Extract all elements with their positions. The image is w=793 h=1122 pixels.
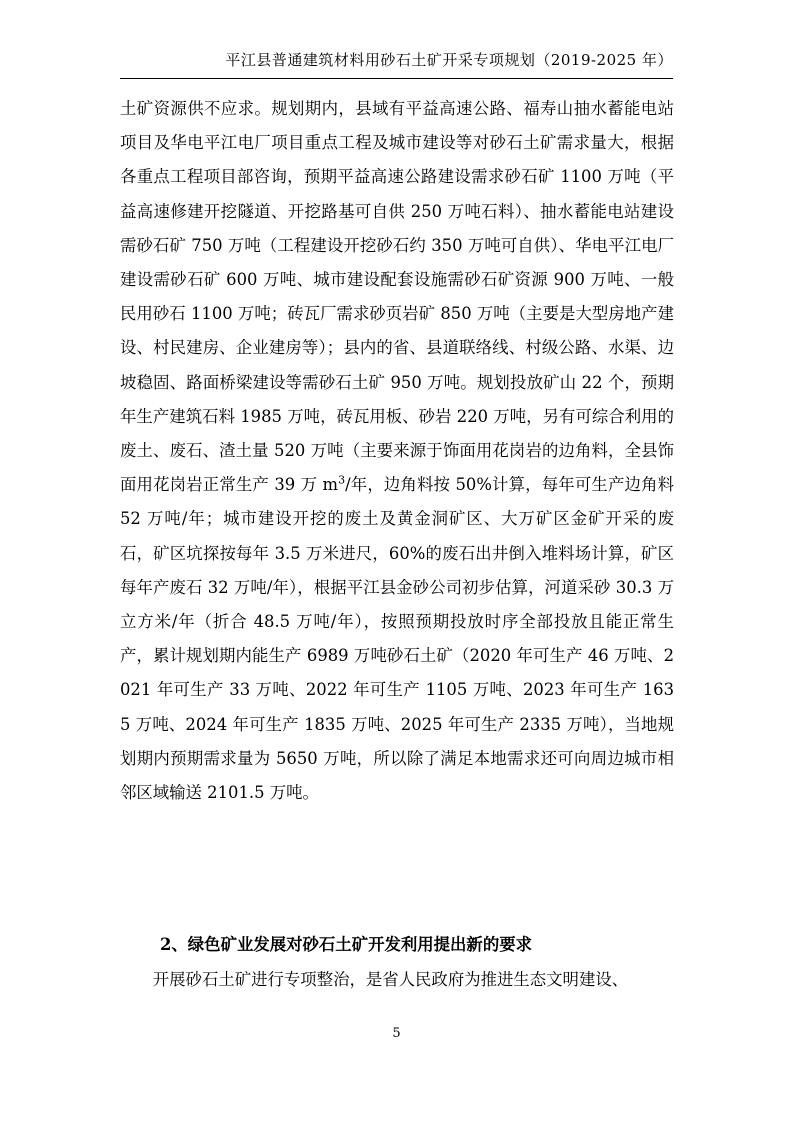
body-paragraph: [120, 92, 674, 810]
paragraph-text-part-1: 土矿资源供不应求。规划期内，县域有平益高速公路、福寿山抽水蓄能电站项目及华电平江电厂项目重点工程及城市建设等对砂石土矿需求量大，根据各重点工程项目部咨询，预期平益高速公路建设需求砂石矿 1100 万吨（平益高速修建开挖隧道、开挖路基可自供 250 万吨石料）、抽水蓄能电站建设需砂石矿 750 万吨（工程建设开挖砂石约 350 万吨可自供）、华电平江电厂建设需砂石矿 600 万吨、城市建设配套设施需砂石矿资源 900 万吨、一般民用砂石 1100 万吨；砖瓦厂需求砂页岩矿 850 万吨（主要是大型房地产建设、村民建房、企业建房等）；县内的省、县道联络线、村级公路、水渠、边坡稳固、路面桥梁建设等需砂石土矿 950 万吨。规划投放矿山 22 个，预期年生产建筑石料 1985 万吨，砖瓦用板、砂岩 220 万吨，另有可综合利用的废土、废石、渣土量 520 万吨（主要来源于饰面用花岗岩的边角料，全县饰面用花岗岩正常生产 39 万 m: [120, 99, 674, 495]
page-header: [120, 50, 673, 70]
body-paragraph-continued: 开展砂石土矿进行专项整治，是省人民政府为推进生态文明建设、: [152, 970, 629, 989]
page-number: 5: [392, 1026, 401, 1041]
header-title: 平江县普通建筑材料用砂石土矿开采专项规划（2019-2025 年）: [225, 51, 673, 69]
section-heading: 2、绿色矿业发展对砂石土矿开发利用提出新的要求: [160, 935, 532, 954]
paragraph-text-part-2: /年，边角料按 50%计算，每年可生产边角料 52 万吨/年；城市建设开挖的废土及黄金洞矿区、大万矿区金矿开采的废石，矿区坑探按每年 3.5 万米进尺，60%的废石出井倒入堆料场计算，矿区每年产废石 32 万吨/年），根据平江县金砂公司初步估算，河道采砂 30.3 万立方米/年（折合 48.5 万吨/年），按照预期投放时序全部投放且能正常生产，累计规划期内能生产 6989 万吨砂石土矿（2020 年可生产 46 万吨、2021 年可生产 33 万吨、2022 年可生产 1105 万吨、2023 年可生产 1635 万吨、2024 年可生产 1835 万吨、2025 年可生产 2335 万吨），当地规划期内预期需求量为 5650 万吨，所以除了满足本地需求还可向周边城市相邻区域输送 2101.5 万吨。: [120, 475, 674, 803]
header-divider: [120, 78, 673, 79]
superscript-exponent: 3: [338, 473, 346, 487]
